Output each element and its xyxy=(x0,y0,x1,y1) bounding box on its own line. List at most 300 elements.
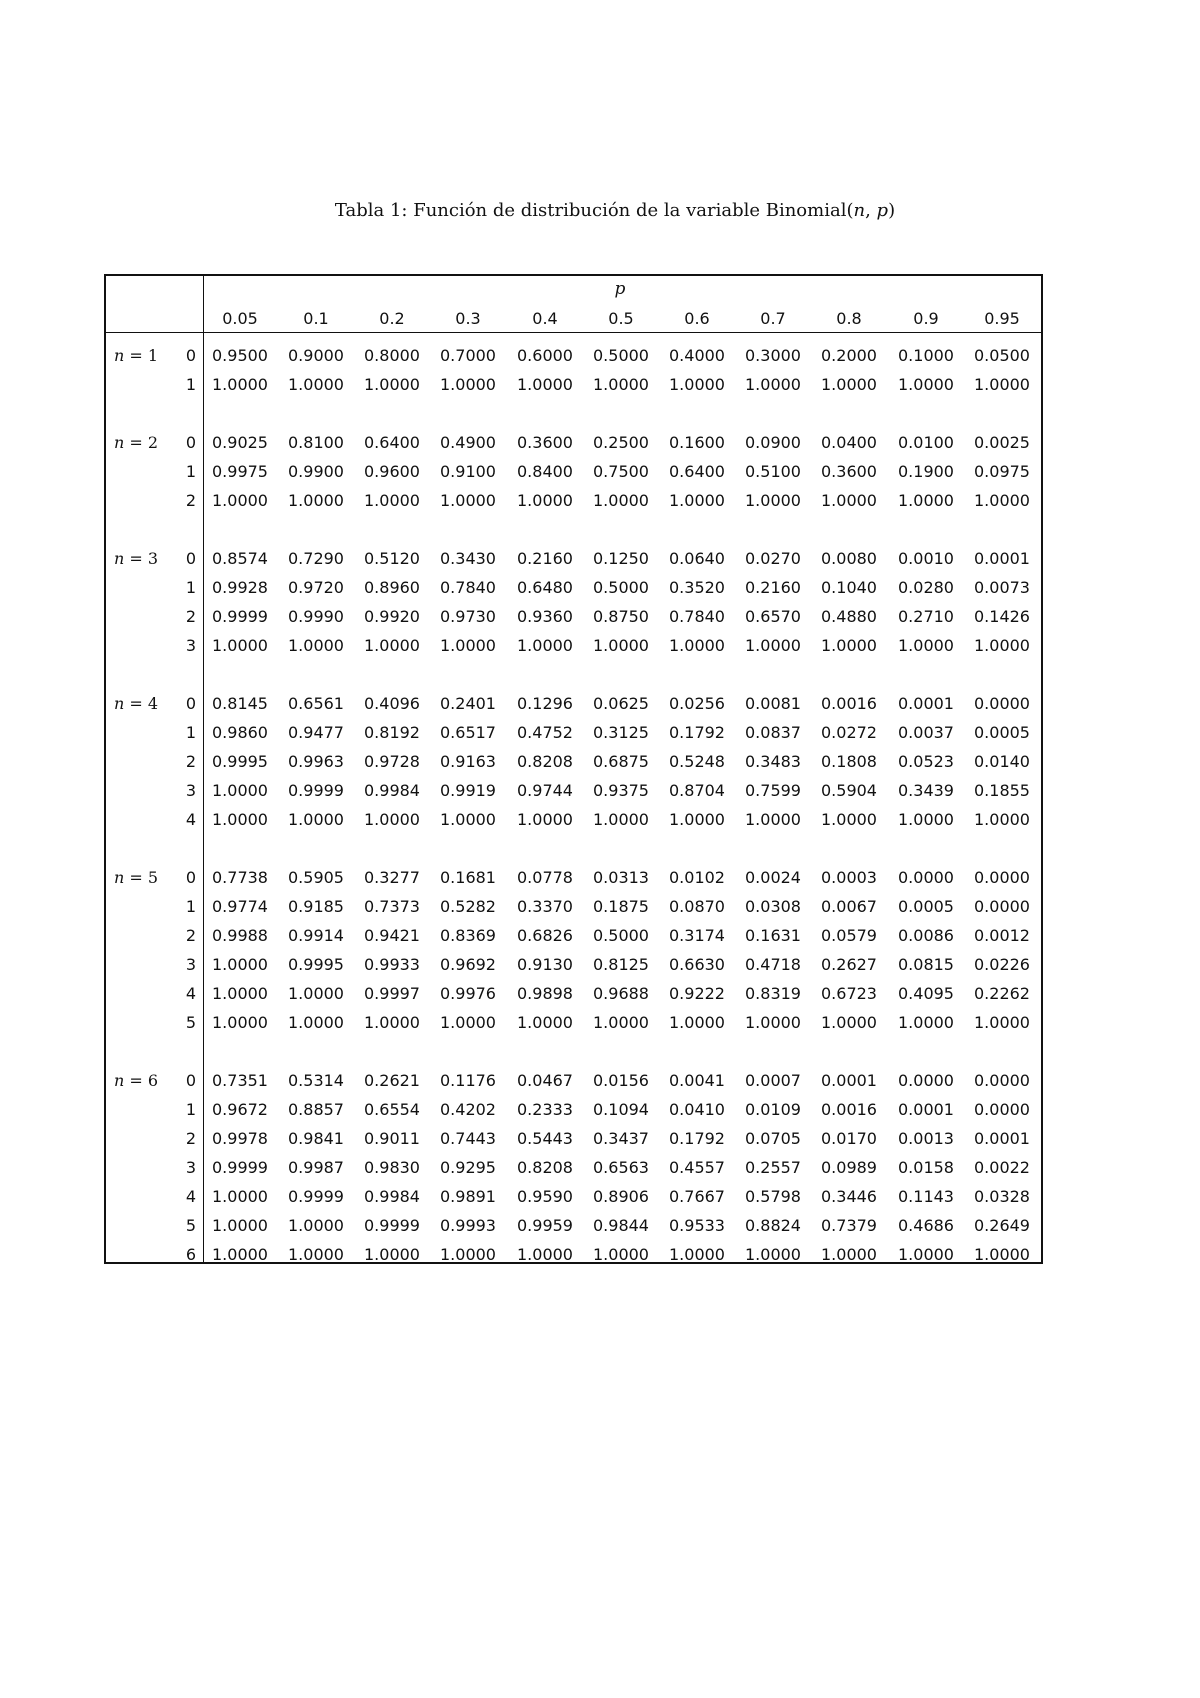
table-cell: 0.0523 xyxy=(898,752,954,771)
caption-var-p: p xyxy=(876,200,889,221)
table-cell: 1.0000 xyxy=(974,491,1030,510)
header-p-value: 0.05 xyxy=(222,309,258,328)
table-cell: 0.7379 xyxy=(821,1216,877,1235)
table-cell: 1.0000 xyxy=(212,1013,268,1032)
table-cell: 1.0000 xyxy=(898,1245,954,1264)
table-cell: 0.9100 xyxy=(440,462,496,481)
group-label-var: n xyxy=(114,868,125,887)
table-cell: 0.4095 xyxy=(898,984,954,1003)
caption-sep: , xyxy=(865,200,877,221)
table-cell: 0.0001 xyxy=(974,1129,1030,1148)
row-k-value: 1 xyxy=(185,723,196,742)
table-cell: 0.0000 xyxy=(974,1100,1030,1119)
table-cell: 0.0705 xyxy=(745,1129,801,1148)
table-cell: 0.6000 xyxy=(517,346,573,365)
row-k-value: 0 xyxy=(185,694,196,713)
table-cell: 0.0328 xyxy=(974,1187,1030,1206)
row-k-value: 4 xyxy=(185,810,196,829)
table-cell: 1.0000 xyxy=(669,491,725,510)
table-cell: 1.0000 xyxy=(898,1013,954,1032)
table-cell: 0.9984 xyxy=(364,781,420,800)
table-cell: 0.6554 xyxy=(364,1100,420,1119)
table-cell: 1.0000 xyxy=(821,1013,877,1032)
table-cell: 1.0000 xyxy=(974,1245,1030,1264)
table-cell: 0.4880 xyxy=(821,607,877,626)
table-cell: 1.0000 xyxy=(745,636,801,655)
table-cell: 0.8208 xyxy=(517,1158,573,1177)
table-cell: 1.0000 xyxy=(212,1216,268,1235)
table-cell: 1.0000 xyxy=(364,810,420,829)
table-cell: 0.9993 xyxy=(440,1216,496,1235)
table-cell: 0.9995 xyxy=(212,752,268,771)
table-cell: 1.0000 xyxy=(821,810,877,829)
table-cell: 0.9963 xyxy=(288,752,344,771)
table-cell: 1.0000 xyxy=(898,491,954,510)
row-k-value: 2 xyxy=(185,1129,196,1148)
row-k-value: 0 xyxy=(185,433,196,452)
table-cell: 0.9928 xyxy=(212,578,268,597)
table-cell: 1.0000 xyxy=(517,1013,573,1032)
table-cell: 1.0000 xyxy=(669,1245,725,1264)
table-cell: 0.0625 xyxy=(593,694,649,713)
row-k-value: 1 xyxy=(185,578,196,597)
table-cell: 0.0778 xyxy=(517,868,573,887)
table-cell: 0.9025 xyxy=(212,433,268,452)
table-cell: 0.8192 xyxy=(364,723,420,742)
table-cell: 0.4900 xyxy=(440,433,496,452)
row-k-value: 6 xyxy=(185,1245,196,1264)
table-cell: 0.4202 xyxy=(440,1100,496,1119)
table-cell: 0.9999 xyxy=(364,1216,420,1235)
table-cell: 0.0005 xyxy=(898,897,954,916)
table-cell: 0.7500 xyxy=(593,462,649,481)
table-cell: 1.0000 xyxy=(974,810,1030,829)
table-cell: 0.1792 xyxy=(669,723,725,742)
table-cell: 1.0000 xyxy=(821,1245,877,1264)
table-cell: 0.1875 xyxy=(593,897,649,916)
table-cell: 0.0000 xyxy=(974,694,1030,713)
table-cell: 0.2000 xyxy=(821,346,877,365)
table-cell: 0.0500 xyxy=(974,346,1030,365)
table-cell: 0.9995 xyxy=(288,955,344,974)
table-cell: 1.0000 xyxy=(898,375,954,394)
table-cell: 1.0000 xyxy=(745,1245,801,1264)
table-cell: 0.3446 xyxy=(821,1187,877,1206)
group-label-var: n xyxy=(114,694,125,713)
table-cell: 0.4096 xyxy=(364,694,420,713)
table-cell: 0.8574 xyxy=(212,549,268,568)
table-cell: 0.9688 xyxy=(593,984,649,1003)
row-k-value: 3 xyxy=(185,781,196,800)
group-label xyxy=(114,549,172,568)
header-rule xyxy=(104,332,1043,333)
table-cell: 0.9477 xyxy=(288,723,344,742)
table-cell: 1.0000 xyxy=(745,375,801,394)
table-cell: 0.6630 xyxy=(669,955,725,974)
table-cell: 0.5000 xyxy=(593,926,649,945)
table-cell: 0.0256 xyxy=(669,694,725,713)
table-cell: 0.0272 xyxy=(821,723,877,742)
table-cell: 0.9830 xyxy=(364,1158,420,1177)
table-cell: 0.0001 xyxy=(898,694,954,713)
table-cell: 0.1250 xyxy=(593,549,649,568)
table-cell: 0.9978 xyxy=(212,1129,268,1148)
table-cell: 0.0640 xyxy=(669,549,725,568)
table-cell: 0.9999 xyxy=(212,1158,268,1177)
table-cell: 1.0000 xyxy=(364,491,420,510)
table-cell: 0.3370 xyxy=(517,897,573,916)
table-cell: 0.1426 xyxy=(974,607,1030,626)
table-cell: 0.1681 xyxy=(440,868,496,887)
table-cell: 1.0000 xyxy=(974,375,1030,394)
group-label-eq: = 4 xyxy=(124,694,159,713)
table-cell: 1.0000 xyxy=(593,1013,649,1032)
row-k-value: 2 xyxy=(185,752,196,771)
table-cell: 0.2160 xyxy=(517,549,573,568)
table-cell: 0.9185 xyxy=(288,897,344,916)
table-cell: 0.0025 xyxy=(974,433,1030,452)
table-cell: 0.9999 xyxy=(288,1187,344,1206)
table-cell: 1.0000 xyxy=(364,1245,420,1264)
table-cell: 0.7000 xyxy=(440,346,496,365)
table-cell: 0.7840 xyxy=(440,578,496,597)
table-cell: 0.1600 xyxy=(669,433,725,452)
table-cell: 1.0000 xyxy=(440,636,496,655)
table-cell: 1.0000 xyxy=(974,1013,1030,1032)
table-cell: 0.7840 xyxy=(669,607,725,626)
table-cell: 0.9011 xyxy=(364,1129,420,1148)
table-cell: 1.0000 xyxy=(517,636,573,655)
table-cell: 0.4752 xyxy=(517,723,573,742)
group-label xyxy=(114,346,172,365)
table-cell: 0.0003 xyxy=(821,868,877,887)
table-cell: 0.0226 xyxy=(974,955,1030,974)
caption-suffix: ) xyxy=(888,200,896,221)
table-cell: 0.1000 xyxy=(898,346,954,365)
table-cell: 1.0000 xyxy=(821,375,877,394)
table-cell: 1.0000 xyxy=(288,491,344,510)
table-cell: 0.9130 xyxy=(517,955,573,974)
table-cell: 0.0400 xyxy=(821,433,877,452)
table-cell: 0.9600 xyxy=(364,462,420,481)
row-k-value: 5 xyxy=(185,1216,196,1235)
row-k-value: 1 xyxy=(185,375,196,394)
table-cell: 0.3600 xyxy=(517,433,573,452)
table-cell: 1.0000 xyxy=(821,636,877,655)
table-cell: 0.4557 xyxy=(669,1158,725,1177)
group-label-eq: = 5 xyxy=(124,868,159,887)
table-cell: 0.3174 xyxy=(669,926,725,945)
table-cell: 0.9720 xyxy=(288,578,344,597)
table-cell: 0.5000 xyxy=(593,578,649,597)
table-cell: 0.0022 xyxy=(974,1158,1030,1177)
table-cell: 0.5282 xyxy=(440,897,496,916)
table-cell: 0.0156 xyxy=(593,1071,649,1090)
table-cell: 0.3125 xyxy=(593,723,649,742)
table-cell: 0.0313 xyxy=(593,868,649,887)
table-cell: 0.3430 xyxy=(440,549,496,568)
table-cell: 0.6826 xyxy=(517,926,573,945)
table-cell: 0.0016 xyxy=(821,1100,877,1119)
table-cell: 1.0000 xyxy=(212,955,268,974)
table-cell: 0.3483 xyxy=(745,752,801,771)
table-cell: 0.9692 xyxy=(440,955,496,974)
table-cell: 1.0000 xyxy=(517,810,573,829)
table-cell: 0.9163 xyxy=(440,752,496,771)
table-cell: 1.0000 xyxy=(593,1245,649,1264)
table-cell: 1.0000 xyxy=(745,491,801,510)
table-cell: 1.0000 xyxy=(745,810,801,829)
table-cell: 0.2500 xyxy=(593,433,649,452)
table-cell: 0.6400 xyxy=(669,462,725,481)
table-cell: 0.0000 xyxy=(974,868,1030,887)
table-cell: 0.4000 xyxy=(669,346,725,365)
table-cell: 0.9500 xyxy=(212,346,268,365)
table-cell: 1.0000 xyxy=(898,636,954,655)
table-cell: 1.0000 xyxy=(517,491,573,510)
table-cell: 1.0000 xyxy=(440,1245,496,1264)
table-cell: 0.9891 xyxy=(440,1187,496,1206)
table-cell: 0.9988 xyxy=(212,926,268,945)
header-p-value: 0.7 xyxy=(760,309,786,328)
table-cell: 0.0000 xyxy=(974,897,1030,916)
table-cell: 0.0270 xyxy=(745,549,801,568)
table-cell: 0.0170 xyxy=(821,1129,877,1148)
table-cell: 1.0000 xyxy=(974,636,1030,655)
group-label xyxy=(114,694,172,713)
table-cell: 0.0067 xyxy=(821,897,877,916)
table-cell: 0.8319 xyxy=(745,984,801,1003)
table-cell: 0.0010 xyxy=(898,549,954,568)
table-cell: 1.0000 xyxy=(288,810,344,829)
table-cell: 0.8824 xyxy=(745,1216,801,1235)
header-p-value: 0.2 xyxy=(379,309,405,328)
table-cell: 0.0140 xyxy=(974,752,1030,771)
table-cell: 0.8857 xyxy=(288,1100,344,1119)
table-cell: 0.9975 xyxy=(212,462,268,481)
table-cell: 0.8704 xyxy=(669,781,725,800)
table-cell: 0.9774 xyxy=(212,897,268,916)
table-cell: 0.5314 xyxy=(288,1071,344,1090)
table-cell: 0.7373 xyxy=(364,897,420,916)
table-cell: 1.0000 xyxy=(364,1013,420,1032)
table-cell: 0.0900 xyxy=(745,433,801,452)
table-cell: 0.9672 xyxy=(212,1100,268,1119)
table-cell: 0.7290 xyxy=(288,549,344,568)
table-cell: 1.0000 xyxy=(440,810,496,829)
table-cell: 0.0086 xyxy=(898,926,954,945)
table-cell: 1.0000 xyxy=(212,375,268,394)
header-p-value: 0.8 xyxy=(836,309,862,328)
table-cell: 0.9997 xyxy=(364,984,420,1003)
table-cell: 0.8400 xyxy=(517,462,573,481)
table-cell: 1.0000 xyxy=(517,1245,573,1264)
table-cell: 0.9728 xyxy=(364,752,420,771)
table-cell: 1.0000 xyxy=(212,1245,268,1264)
table-cell: 0.9590 xyxy=(517,1187,573,1206)
table-cell: 0.1143 xyxy=(898,1187,954,1206)
table-cell: 0.9844 xyxy=(593,1216,649,1235)
table-cell: 0.9730 xyxy=(440,607,496,626)
table-cell: 0.0870 xyxy=(669,897,725,916)
row-k-value: 0 xyxy=(185,1071,196,1090)
table-cell: 0.6400 xyxy=(364,433,420,452)
table-cell: 0.0837 xyxy=(745,723,801,742)
table-cell: 0.2160 xyxy=(745,578,801,597)
table-cell: 0.8208 xyxy=(517,752,573,771)
table-cell: 0.0000 xyxy=(974,1071,1030,1090)
group-label xyxy=(114,1071,172,1090)
table-cell: 0.0007 xyxy=(745,1071,801,1090)
table-cell: 0.3437 xyxy=(593,1129,649,1148)
table-cell: 1.0000 xyxy=(669,636,725,655)
table-cell: 0.0081 xyxy=(745,694,801,713)
table-cell: 0.0308 xyxy=(745,897,801,916)
table-cell: 0.5000 xyxy=(593,346,649,365)
row-k-value: 3 xyxy=(185,636,196,655)
row-k-value: 3 xyxy=(185,955,196,974)
group-label-eq: = 1 xyxy=(124,346,159,365)
group-label-eq: = 2 xyxy=(124,433,159,452)
table-cell: 0.0001 xyxy=(974,549,1030,568)
table-cell: 1.0000 xyxy=(593,810,649,829)
table-cell: 0.0000 xyxy=(898,1071,954,1090)
table-cell: 0.5443 xyxy=(517,1129,573,1148)
table-cell: 1.0000 xyxy=(440,491,496,510)
group-label xyxy=(114,433,172,452)
table-cell: 0.0013 xyxy=(898,1129,954,1148)
table-cell: 1.0000 xyxy=(212,636,268,655)
table-cell: 1.0000 xyxy=(440,375,496,394)
table-cell: 0.0989 xyxy=(821,1158,877,1177)
table-cell: 0.0012 xyxy=(974,926,1030,945)
table-cell: 0.7443 xyxy=(440,1129,496,1148)
table-cell: 0.0579 xyxy=(821,926,877,945)
table-cell: 0.1855 xyxy=(974,781,1030,800)
row-k-value: 0 xyxy=(185,868,196,887)
table-cell: 1.0000 xyxy=(364,636,420,655)
header-p-value: 0.5 xyxy=(608,309,634,328)
table-cell: 0.2557 xyxy=(745,1158,801,1177)
table-cell: 0.1176 xyxy=(440,1071,496,1090)
table-cell: 0.9222 xyxy=(669,984,725,1003)
table-cell: 0.1296 xyxy=(517,694,573,713)
table-cell: 0.0109 xyxy=(745,1100,801,1119)
table-cell: 0.9914 xyxy=(288,926,344,945)
table-cell: 0.2621 xyxy=(364,1071,420,1090)
header-p-value: 0.3 xyxy=(455,309,481,328)
table-cell: 1.0000 xyxy=(821,491,877,510)
table-cell: 0.1900 xyxy=(898,462,954,481)
table-cell: 0.3520 xyxy=(669,578,725,597)
table-cell: 1.0000 xyxy=(593,636,649,655)
table-cell: 0.2401 xyxy=(440,694,496,713)
row-k-value: 0 xyxy=(185,346,196,365)
row-k-value: 2 xyxy=(185,491,196,510)
table-cell: 0.9900 xyxy=(288,462,344,481)
table-cell: 1.0000 xyxy=(288,1216,344,1235)
table-cell: 0.1792 xyxy=(669,1129,725,1148)
table-cell: 0.8960 xyxy=(364,578,420,597)
table-cell: 1.0000 xyxy=(212,810,268,829)
table-cell: 0.9999 xyxy=(212,607,268,626)
row-k-value: 4 xyxy=(185,984,196,1003)
table-cell: 0.6723 xyxy=(821,984,877,1003)
table-cell: 0.5905 xyxy=(288,868,344,887)
table-cell: 0.1808 xyxy=(821,752,877,771)
table-cell: 0.0024 xyxy=(745,868,801,887)
table-cell: 1.0000 xyxy=(669,810,725,829)
header-p-value: 0.1 xyxy=(303,309,329,328)
table-cell: 0.9000 xyxy=(288,346,344,365)
table-cell: 0.8000 xyxy=(364,346,420,365)
table-cell: 0.6480 xyxy=(517,578,573,597)
table-cell: 0.3277 xyxy=(364,868,420,887)
table-cell: 0.8125 xyxy=(593,955,649,974)
table-cell: 0.9841 xyxy=(288,1129,344,1148)
table-cell: 0.5100 xyxy=(745,462,801,481)
table-cell: 0.8750 xyxy=(593,607,649,626)
table-cell: 0.0001 xyxy=(821,1071,877,1090)
group-label-var: n xyxy=(114,1071,125,1090)
table-cell: 0.9999 xyxy=(288,781,344,800)
table-cell: 0.9933 xyxy=(364,955,420,974)
row-k-value: 3 xyxy=(185,1158,196,1177)
header-p-value: 0.4 xyxy=(532,309,558,328)
table-cell: 0.7599 xyxy=(745,781,801,800)
table-cell: 0.0280 xyxy=(898,578,954,597)
table-cell: 0.9375 xyxy=(593,781,649,800)
table-cell: 1.0000 xyxy=(212,1187,268,1206)
header-p-symbol: p xyxy=(614,279,626,299)
table-cell: 0.6875 xyxy=(593,752,649,771)
group-label-var: n xyxy=(114,346,125,365)
table-cell: 0.4718 xyxy=(745,955,801,974)
table-cell: 0.8145 xyxy=(212,694,268,713)
table-cell: 0.2710 xyxy=(898,607,954,626)
table-cell: 0.9920 xyxy=(364,607,420,626)
table-cell: 0.0005 xyxy=(974,723,1030,742)
group-label-var: n xyxy=(114,549,125,568)
table-cell: 0.7351 xyxy=(212,1071,268,1090)
table-cell: 0.5120 xyxy=(364,549,420,568)
table-cell: 0.2262 xyxy=(974,984,1030,1003)
table-cell: 0.0000 xyxy=(898,868,954,887)
table-cell: 1.0000 xyxy=(288,984,344,1003)
row-k-value: 4 xyxy=(185,1187,196,1206)
group-label-var: n xyxy=(114,433,125,452)
table-cell: 0.9533 xyxy=(669,1216,725,1235)
table-cell: 1.0000 xyxy=(212,491,268,510)
table-caption xyxy=(0,200,1200,221)
table-cell: 1.0000 xyxy=(212,781,268,800)
table-cell: 0.0158 xyxy=(898,1158,954,1177)
table-cell: 1.0000 xyxy=(745,1013,801,1032)
table-cell: 0.0037 xyxy=(898,723,954,742)
table-cell: 0.1631 xyxy=(745,926,801,945)
table-cell: 0.5248 xyxy=(669,752,725,771)
table-cell: 0.9990 xyxy=(288,607,344,626)
row-k-value: 5 xyxy=(185,1013,196,1032)
table-cell: 0.1094 xyxy=(593,1100,649,1119)
group-label-eq: = 3 xyxy=(124,549,159,568)
table-cell: 0.9744 xyxy=(517,781,573,800)
table-cell: 0.9959 xyxy=(517,1216,573,1235)
row-k-value: 1 xyxy=(185,462,196,481)
caption-var-n: n xyxy=(853,200,866,221)
table-cell: 1.0000 xyxy=(669,375,725,394)
table-cell: 0.9976 xyxy=(440,984,496,1003)
